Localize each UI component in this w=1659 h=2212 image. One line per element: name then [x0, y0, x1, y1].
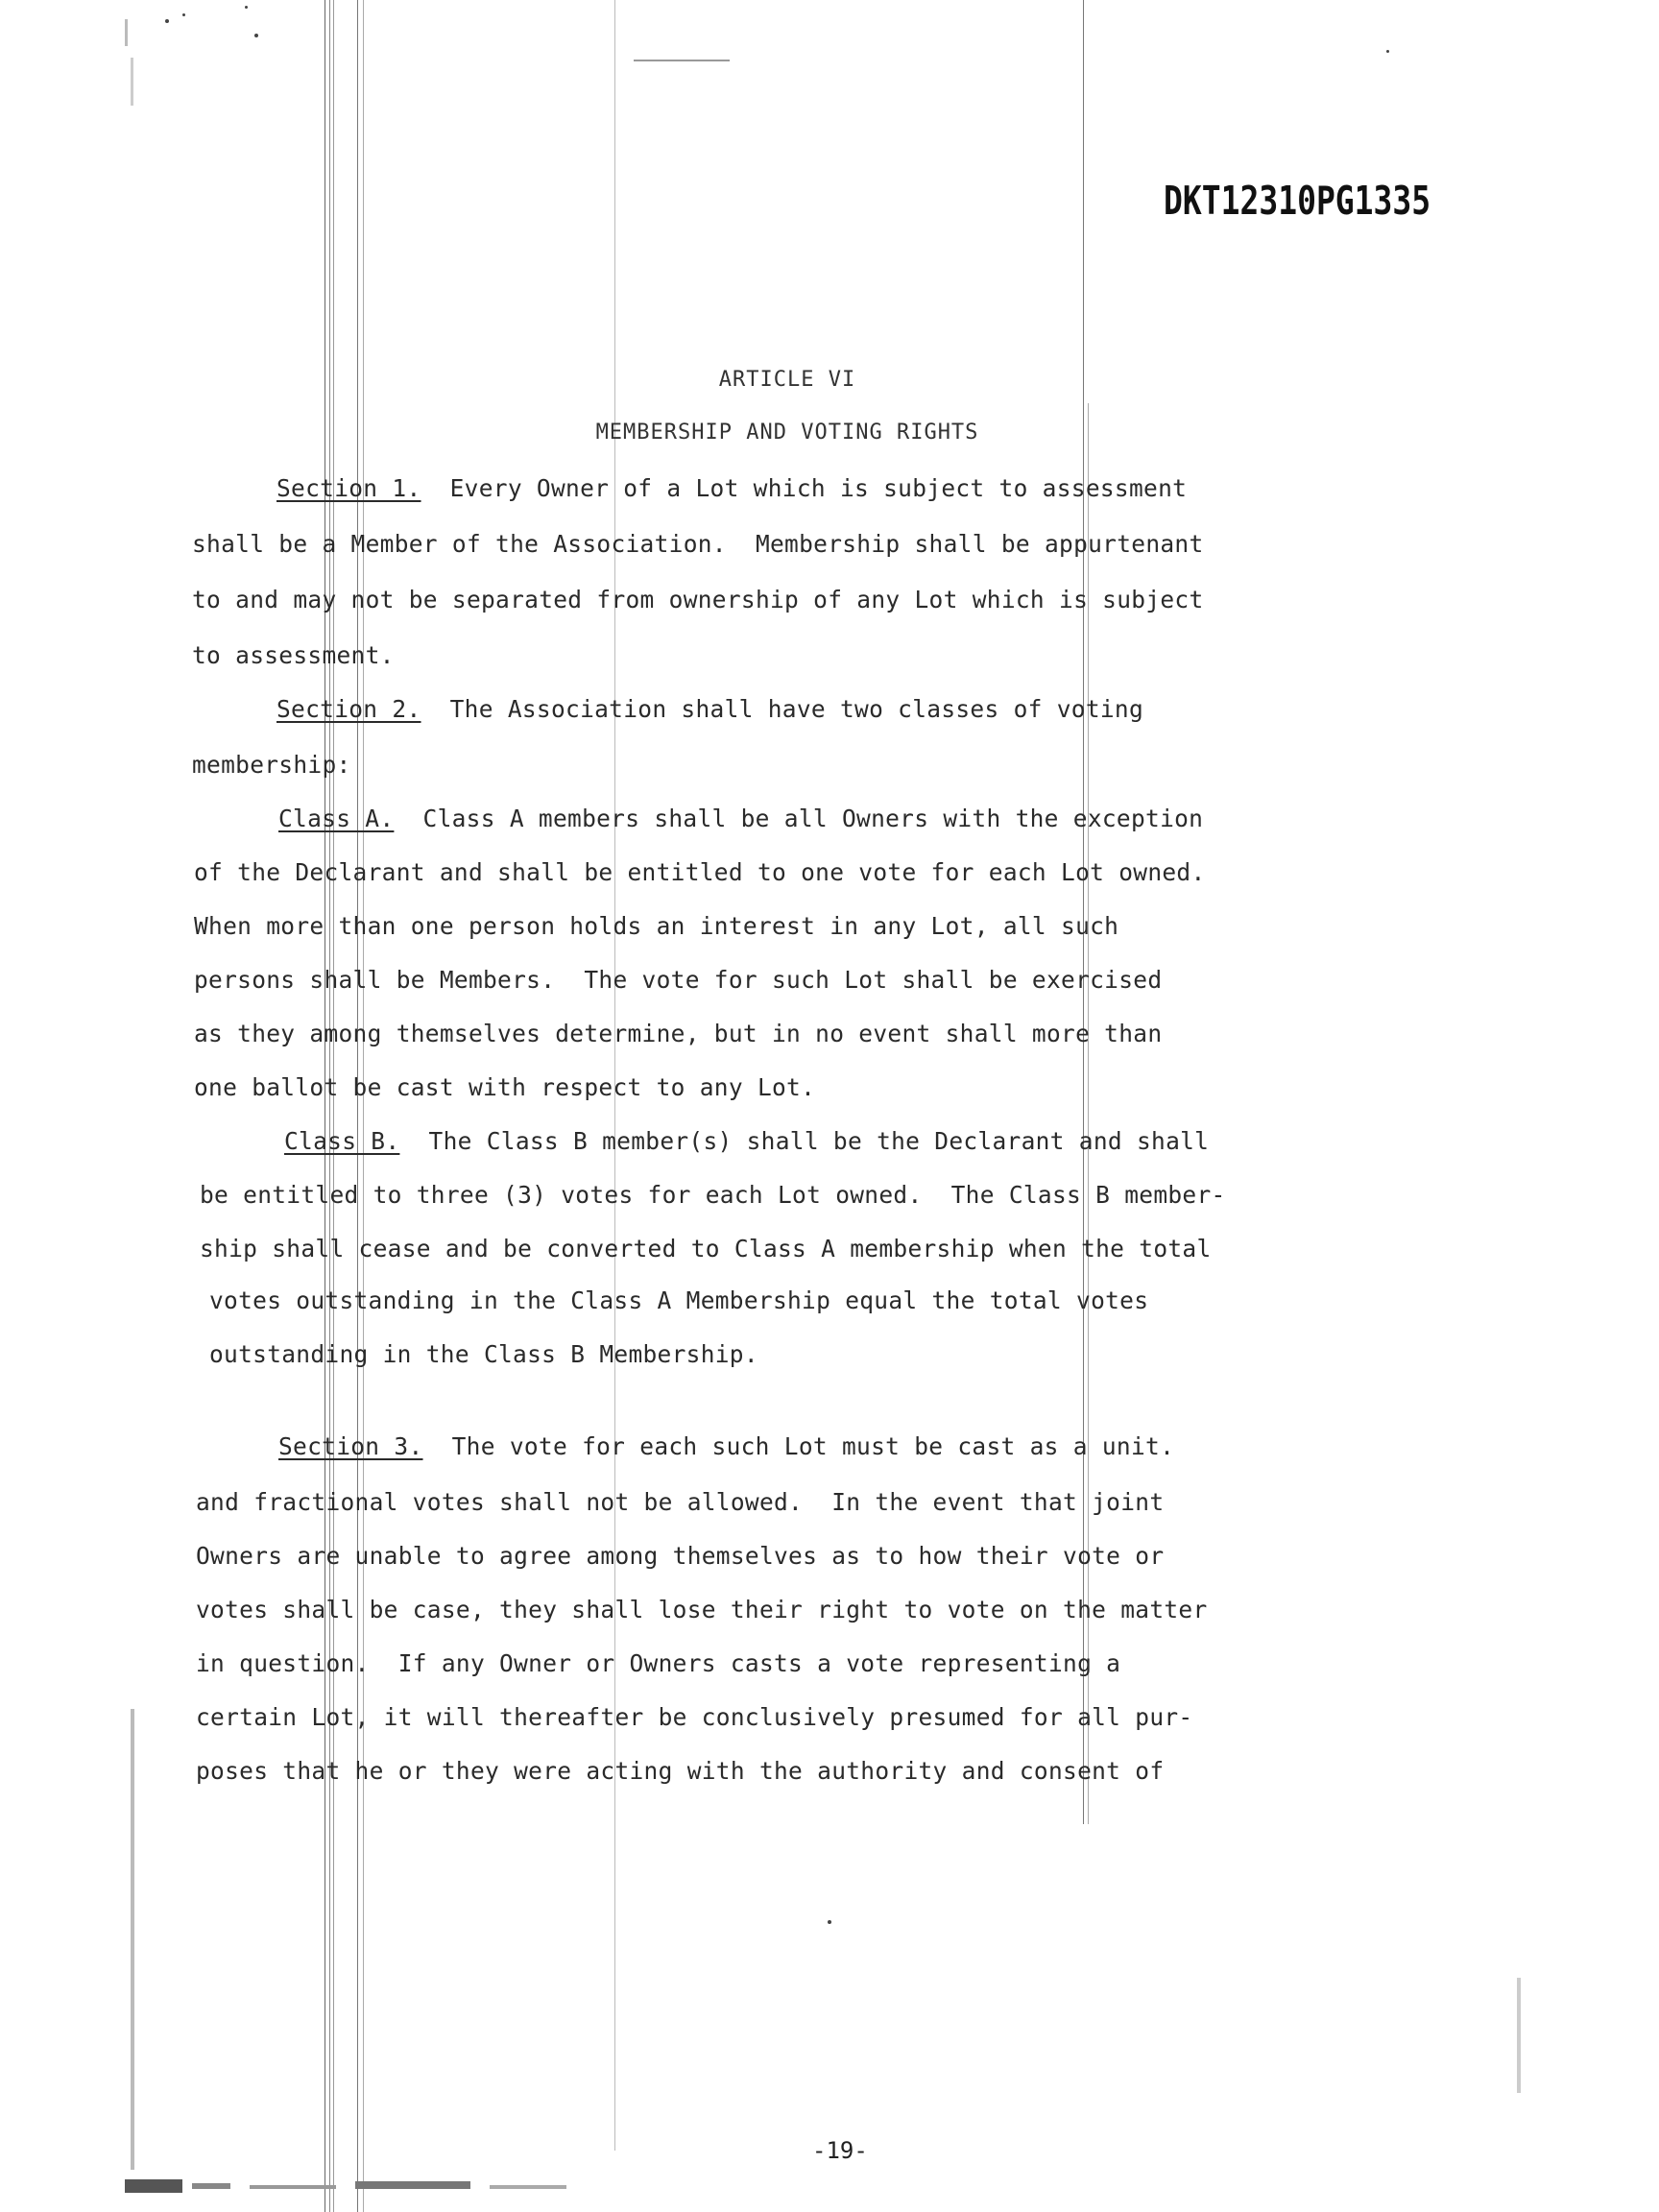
scan-line [329, 0, 330, 2212]
section3-line: certain Lot, it will thereafter be conclusively presumed for all pur- [196, 1703, 1193, 1731]
section1-line: to assessment. [192, 641, 395, 669]
section3-line [278, 1432, 1174, 1460]
section2-heading: Section 2. [276, 695, 421, 723]
section3-line: Owners are unable to agree among themselves as to how their vote or [196, 1542, 1165, 1570]
scan-speck [165, 19, 169, 23]
scan-speck [1386, 50, 1389, 53]
scan-speck [634, 60, 730, 61]
classA-heading: Class A. [278, 805, 395, 832]
scan-speck [131, 1709, 134, 2170]
scan-speck [182, 13, 185, 16]
section1-text: Every Owner of a Lot which is subject to assessment [449, 474, 1188, 502]
section3-line: and fractional votes shall not be allowed. In the event that joint [196, 1488, 1165, 1516]
scan-speck [254, 34, 258, 37]
classB-line: ship shall cease and be converted to Class A membership when the total [200, 1235, 1212, 1262]
section2-text: The Association shall have two classes of voting [449, 695, 1144, 723]
section3-text: The vote for each such Lot must be cast as a unit. [451, 1432, 1175, 1460]
docket-stamp: DKT12310PG1335 [1164, 177, 1431, 224]
classB-line: votes outstanding in the Class A Membership equal the total votes [209, 1286, 1149, 1314]
section1-heading: Section 1. [276, 474, 421, 502]
section3-line: in question. If any Owner or Owners casts a vote representing a [196, 1649, 1121, 1677]
classA-line: of the Declarant and shall be entitled to one vote for each Lot owned. [194, 858, 1206, 886]
classA-text: Class A members shall be all Owners with the exception [422, 805, 1204, 832]
scan-line [333, 0, 334, 2212]
classB-line: outstanding in the Class B Membership. [209, 1340, 758, 1368]
scan-speck [1517, 1978, 1521, 2093]
scan-speck [125, 19, 128, 46]
article-number: ARTICLE VI [718, 368, 856, 392]
section3-heading: Section 3. [278, 1432, 423, 1460]
classA-line: one ballot be cast with respect to any Lot. [194, 1073, 816, 1101]
scan-line [357, 0, 358, 2212]
section2-line [276, 695, 1143, 723]
classB-line: be entitled to three (3) votes for each Lot owned. The Class B member- [200, 1181, 1226, 1209]
section1-line [276, 474, 1187, 502]
scan-speck [828, 1920, 831, 1924]
classB-text: The Class B member(s) shall be the Declarant and shall [428, 1127, 1210, 1155]
scan-speck [245, 6, 248, 9]
classA-line: When more than one person holds an interest in any Lot, all such [194, 912, 1119, 940]
article-title: MEMBERSHIP AND VOTING RIGHTS [595, 421, 979, 445]
section1-line: to and may not be separated from ownership of any Lot which is subject [192, 586, 1204, 613]
classA-line: as they among themselves determine, but in no event shall more than [194, 1020, 1163, 1047]
section1-line: shall be a Member of the Association. Membership shall be appurtenant [192, 530, 1204, 558]
classB-heading: Class B. [284, 1127, 400, 1155]
section3-line: votes shall be case, they shall lose their right to vote on the matter [196, 1596, 1208, 1623]
classB-line [284, 1127, 1209, 1155]
section2-line: membership: [192, 751, 351, 779]
page-number: -19- [812, 2137, 868, 2164]
classA-line: persons shall be Members. The vote for such Lot shall be exercised [194, 966, 1163, 994]
classA-line [278, 805, 1203, 832]
scan-edge-noise [125, 2172, 576, 2200]
scan-line [363, 0, 364, 2212]
section3-line: poses that he or they were acting with the authority and consent of [196, 1757, 1165, 1785]
scan-speck [131, 58, 133, 106]
